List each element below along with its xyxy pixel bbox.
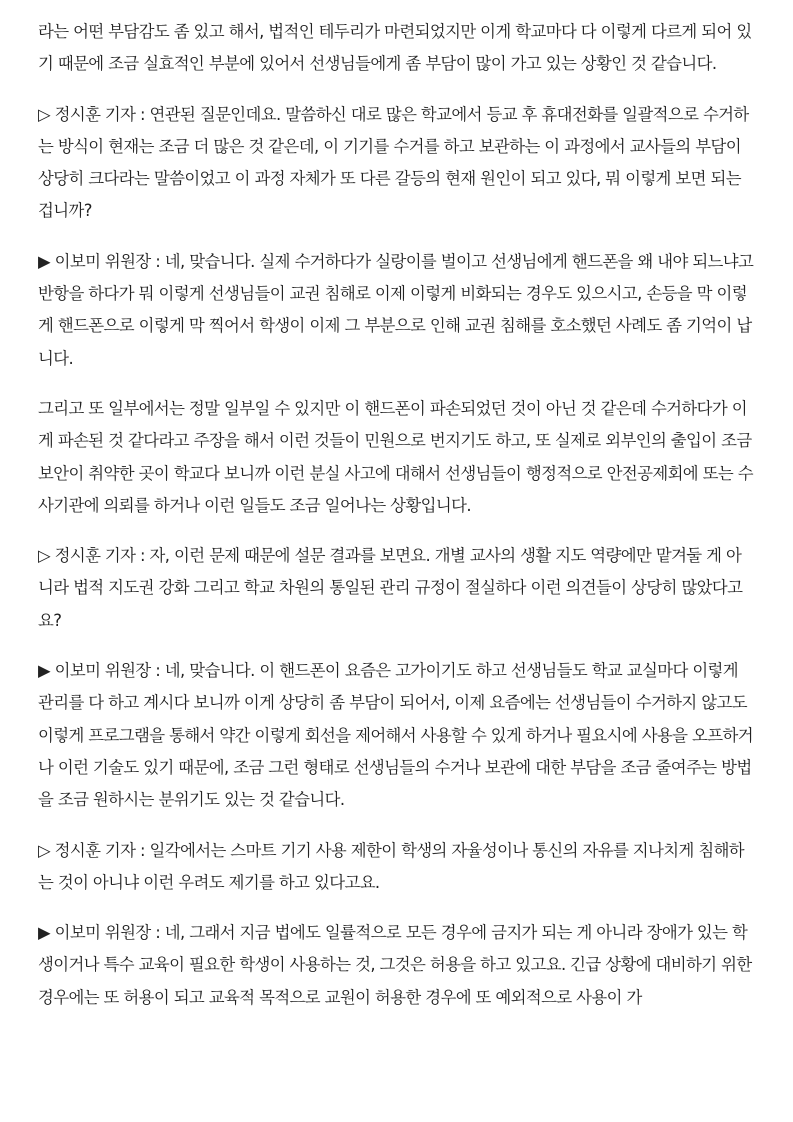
paragraph-chair-answer-2: ▶ 이보미 위원장 : 네, 맞습니다. 이 핸드폰이 요즘은 고가이기도 하고 선생님들도 학교 교실마다 이렇게 관리를 다 하고 계시다 보니까 이게 상당히 좀 부담이 되어서, 이제 요즘에는 선생님들이 수거하지 않고도 이렇게 프로그램을 통해서 약간 이렇게 회선을 제어해서 사용할 수 있게 하거나 필요시에 사용을 오프하거나 이런 기술도 있기 때문에, 조금 그런 형태로 선생님들의 수거나 보관에 대한 부담을 조금 줄여주는 방법을 조금 원하시는 분위기도 있는 것 같습니다.: [38, 661, 753, 810]
paragraph-chair-answer-3: ▶ 이보미 위원장 : 네, 그래서 지금 법에도 일률적으로 모든 경우에 금지가 되는 게 아니라 장애가 있는 학생이거나 특수 교육이 필요한 학생이 사용하는 것, 그것은 허용을 하고 있고요. 긴급 상황에 대비하기 위한 경우에는 또 허용이 되고 교육적 목적으로 교원이 허용한 경우에 또 예외적으로 사용이 가: [38, 923, 752, 1007]
paragraph-chair-answer-1: ▶ 이보미 위원장 : 네, 맞습니다. 실제 수거하다가 실랑이를 벌이고 선생님에게 핸드폰을 왜 내야 되느냐고 반항을 하다가 뭐 이렇게 선생님들이 교권 침해로 이제 이렇게 비화되는 경우도 있으시고, 손등을 막 이렇게 핸드폰으로 이렇게 막 찍어서 학생이 이제 그 부분으로 인해 교권 침해를 호소했던 사례도 좀 기억이 납니다.: [38, 251, 754, 368]
article-body: [38, 16, 756, 1032]
paragraph-continued: 라는 어떤 부담감도 좀 있고 해서, 법적인 테두리가 마련되었지만 이게 학교마다 다 이렇게 다르게 되어 있기 때문에 조금 실효적인 부분에 있어서 선생님들에게 좀 부담이 많이 가고 있는 상황인 것 같습니다.: [38, 22, 752, 74]
paragraph-reporter-question-1: ▷ 정시훈 기자 : 연관된 질문인데요. 말씀하신 대로 많은 학교에서 등교 후 휴대전화를 일괄적으로 수거하는 방식이 현재는 조금 더 많은 것 같은데, 이 기기를 수거를 하고 보관하는 이 과정에서 교사들의 부담이 상당히 크다라는 말씀이었고 이 과정 자체가 또 다른 갈등의 현재 원인이 되고 있다, 뭐 이렇게 보면 되는 겁니까?: [38, 104, 749, 221]
paragraph-reporter-question-2: ▷ 정시훈 기자 : 자, 이런 문제 때문에 설문 결과를 보면요. 개별 교사의 생활 지도 역량에만 맡겨둘 게 아니라 법적 지도권 강화 그리고 학교 차원의 통일된 관리 규정이 절실하다 이런 의견들이 상당히 많았다고요?: [38, 546, 743, 630]
paragraph-reporter-question-3: ▷ 정시훈 기자 : 일각에서는 스마트 기기 사용 제한이 학생의 자율성이나 통신의 자유를 지나치게 침해하는 것이 아니냐 이런 우려도 제기를 하고 있다고요.: [38, 840, 745, 892]
paragraph-chair-answer-1-cont: 그리고 또 일부에서는 정말 일부일 수 있지만 이 핸드폰이 파손되었던 것이 아닌 것 같은데 수거하다가 이게 파손된 것 같다라고 주장을 해서 이런 것들이 민원으로 번지기도 하고, 또 실제로 외부인의 출입이 조금 보안이 취약한 곳이 학교다 보니까 이런 분실 사고에 대해서 선생님들이 행정적으로 안전공제회에 또는 수사기관에 의뢰를 하거나 이런 일들도 조금 일어나는 상황입니다.: [38, 398, 753, 515]
